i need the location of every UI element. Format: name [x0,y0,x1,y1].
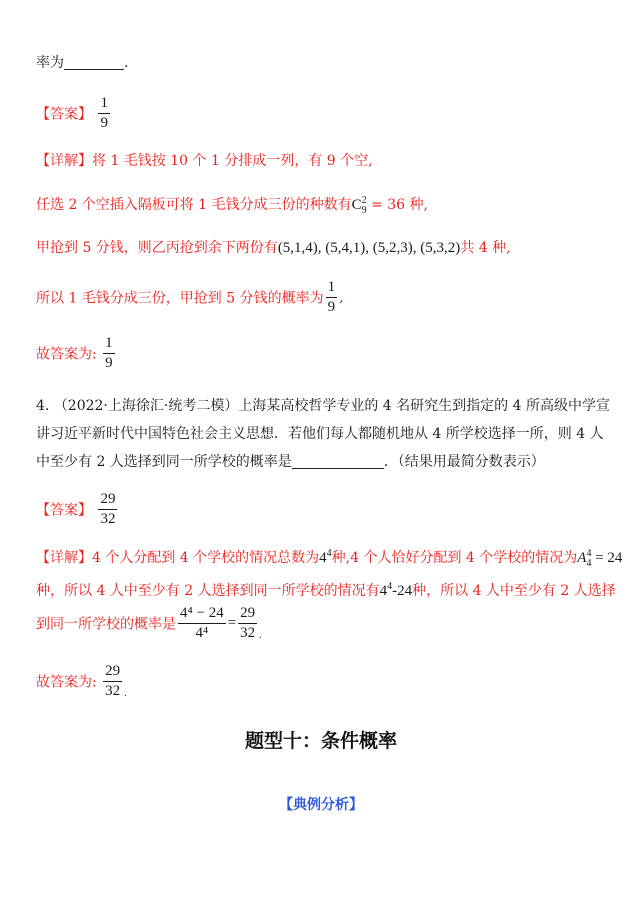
fraction-numerator: 29 [103,664,122,682]
question-text: 中至少有 2 人选择到同一所学校的概率是 [36,454,292,470]
fraction-denominator: 32 [105,683,121,699]
question-text: ．（结果用最简分数表示） [383,454,545,470]
detail-text: 种, [331,550,351,566]
combination-sub: 9 [361,204,367,216]
power-exponent: 4 [387,581,393,592]
arrangement-expression [577,547,623,569]
combination-expression [351,194,367,216]
sentence-end: . [124,688,127,699]
detail-4-line-1 [36,547,622,569]
arrangement-sup: 4 [586,547,592,559]
arrangement-symbol: A [577,550,587,566]
detail-text: , [339,289,344,306]
final-label: 故答案为: [36,674,97,691]
answer-fraction [98,492,117,527]
example-analysis-text: 【典例分析】 [279,797,363,813]
detail-4-line-2 [36,580,616,600]
example-analysis-heading [0,794,642,814]
fraction-numerator: 4⁴ − 24 [178,606,226,624]
power-base: 4 [319,550,327,566]
question-4-line-2 [36,423,604,443]
answer-label: 【答案】 [36,502,92,519]
fraction-denominator: 32 [100,511,116,527]
fraction-numerator: 1 [103,336,115,354]
detail-1-line-2 [36,194,428,216]
fraction-numerator: 1 [98,96,110,114]
detail-text: 所以 1 毛钱分成三份，甲抢到 5 分钱的概率为 [36,290,324,307]
equals-sign: = [227,615,237,631]
expression-tail: -24 [392,583,413,599]
fraction-numerator: 29 [238,606,257,624]
detail-1-line-4 [36,280,344,315]
answer-1 [36,96,112,131]
fraction-denominator: 32 [240,625,256,641]
probability-fraction [326,280,338,315]
fraction-numerator: 29 [98,492,117,510]
detail-text: 种，所以 4 人中至少有 2 人选择 [412,583,616,599]
detail-label: 【详解】 [36,550,92,566]
top-line-text: 率为 [36,55,64,71]
final-answer-4 [36,664,127,699]
answer-4 [36,492,119,527]
fraction-denominator: 9 [327,299,336,315]
fraction-denominator: 4⁴ [195,625,209,641]
detail-text: 任选 2 个空插入隔板可将 1 毛钱分成三份的种数有 [36,197,352,213]
combination-sup: 2 [361,194,367,206]
tuples-expression: (5,1,4), (5,4,1), (5,2,3), (5,3,2) [277,240,461,256]
question-4-line-1 [36,395,610,415]
detail-label: 【详解】 [36,153,92,169]
final-answer-1 [36,336,117,371]
detail-text: 4 个人分配到 4 个学校的情况总数为 [92,550,320,566]
detail-text: 甲抢到 5 分钱，则乙丙抢到余下两份有 [36,240,278,256]
power-base: 4 [379,583,388,599]
question-text: 讲习近平新时代中国特色社会主义思想．若他们每人都随机地从 4 所学校选择一所，则 4 人 [36,426,604,442]
detail-text: = 36 种, [366,197,428,213]
question-4-line-3 [36,451,545,471]
fraction-numerator: 1 [326,280,338,298]
detail-4-line-3 [36,606,262,641]
detail-text: 将 1 毛钱按 10 个 1 分排成一列，有 9 个空, [92,153,373,169]
final-fraction [103,664,122,699]
section-title [0,726,642,753]
detail-text: 共 4 种, [460,240,511,256]
top-line-end: . [124,55,129,71]
combination-symbol: C [351,197,362,213]
top-line [36,52,128,72]
final-fraction [103,336,115,371]
section-title-text: 题型十：条件概率 [244,730,397,752]
detail-1-line-3 [36,237,511,257]
count-expression [380,583,413,599]
probability-fraction-result [238,606,257,641]
arrangement-sub: 4 [586,557,592,569]
power-exponent: 4 [326,548,332,559]
detail-1-line-1 [36,150,373,170]
probability-fraction-expression [178,606,226,641]
question-text: 4. （2022·上海徐汇·统考二模）上海某高校哲学专业的 4 名研究生到指定的 4 所高级中学宣 [36,398,610,414]
detail-text: 4 个人恰好分配到 4 个学校的情况为 [350,550,578,566]
detail-text: 种，所以 4 人中至少有 2 人选择到同一所学校的情况有 [36,583,380,599]
answer-fraction [98,96,110,131]
sentence-end: . [259,630,262,641]
answer-label: 【答案】 [36,106,92,123]
fraction-denominator: 9 [105,355,113,371]
arrangement-value: = 24 [591,550,623,566]
detail-text: 到同一所学校的概率是 [36,616,176,633]
final-label: 故答案为: [36,346,97,363]
answer-blank [292,454,384,469]
answer-blank [64,55,124,70]
power-expression [319,550,332,566]
fraction-denominator: 9 [100,115,108,131]
